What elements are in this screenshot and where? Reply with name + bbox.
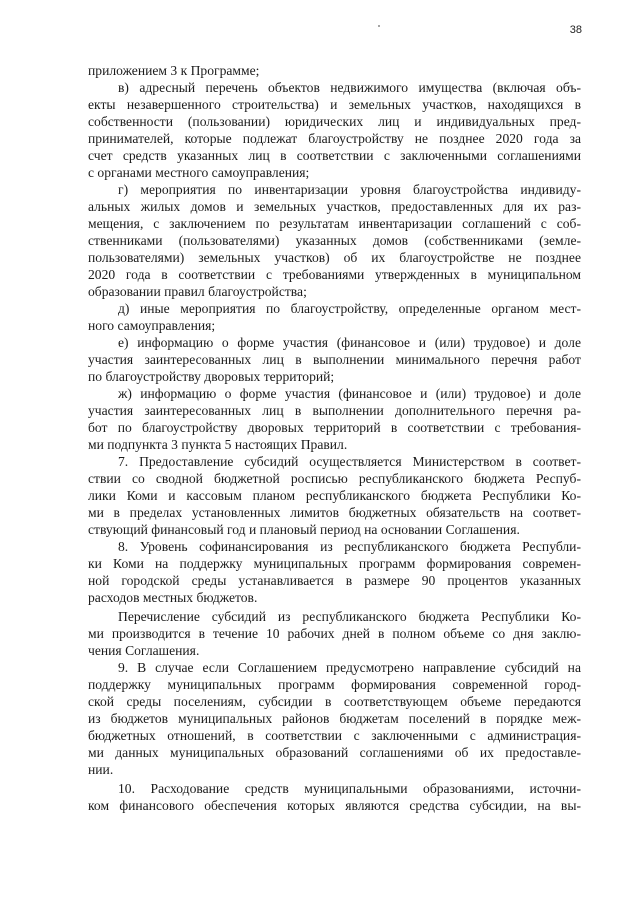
scan-artifact — [378, 25, 380, 27]
text-line: мещения, с заключением по результатам инвентаризации соглашений с соб- — [88, 216, 581, 231]
document-body — [88, 62, 581, 814]
text-line: из бюджетов муниципальных районов бюджетам поселений в порядке меж- — [88, 711, 581, 726]
text-line: в) адресный перечень объектов недвижимого имущества (включая объ- — [118, 80, 581, 95]
text-line: ми производится в течение 10 рабочих дней в полном объеме со дня заклю- — [88, 626, 581, 641]
text-line: ственниками (пользователями) указанных домов (собственниками (земле- — [88, 233, 581, 248]
text-line: нии. — [88, 762, 114, 777]
text-line: бот по благоустройству дворовых территорий в соответствии с требования- — [88, 420, 581, 435]
text-line: образовании правил благоустройства; — [88, 284, 307, 299]
text-line: альных жилых домов и земельных участков, предоставленных для их раз- — [88, 199, 581, 214]
text-line: участия заинтересованных лиц в выполнении дополнительного перечня ра- — [88, 403, 581, 418]
text-line: с органами местного самоуправления; — [88, 165, 310, 180]
text-line: ком финансового обеспечения которых являются средства субсидии, на вы- — [88, 798, 581, 813]
text-line: лики Коми и кассовым планом республиканского бюджета Республики Ко- — [88, 488, 581, 503]
text-line: чения Соглашения. — [88, 643, 200, 658]
text-line: екты незавершенного строительства) и земельных участков, находящихся в — [88, 97, 581, 112]
text-line: участия заинтересованных лиц в выполнении минимального перечня работ — [88, 352, 581, 367]
text-line: 10. Расходование средств муниципальными образованиями, источни- — [118, 781, 581, 796]
text-line: ствующий финансовый год и плановый период на основании Соглашения. — [88, 522, 520, 537]
text-line: 2020 года в соответствии с требованиями утвержденных в муниципальном — [88, 267, 581, 282]
text-line: по благоустройству дворовых территорий; — [88, 369, 335, 384]
text-line: Перечисление субсидий из республиканского бюджета Республики Ко- — [118, 609, 581, 624]
text-line: пользователями) земельных участков) об их благоустройстве не позднее — [88, 250, 581, 265]
text-line: г) мероприятия по инвентаризации уровня благоустройства индивиду- — [118, 182, 581, 197]
text-line: ки Коми на поддержку муниципальных программ формирования современ- — [88, 556, 581, 571]
text-line: поддержку муниципальных программ формирования современной город- — [88, 677, 581, 692]
page-number: 38 — [569, 24, 582, 36]
text-line: д) иные мероприятия по благоустройству, определенные органом мест- — [118, 301, 581, 316]
text-line: счет средств указанных лиц в соответствии с заключенными соглашениями — [88, 148, 581, 163]
text-line: бюджетных отношений, в соответствии с заключенными с администрация- — [88, 728, 581, 743]
text-line: 9. В случае если Соглашением предусмотрено направление субсидий на — [118, 660, 581, 675]
text-line: ми подпункта 3 пункта 5 настоящих Правил. — [88, 437, 348, 452]
text-line: ж) информацию о форме участия (финансовое и (или) трудовое) и доле — [118, 386, 581, 401]
text-line: е) информацию о форме участия (финансовое и (или) трудовое) и доле — [118, 335, 581, 350]
text-line: приложением 3 к Программе; — [88, 63, 260, 78]
text-line: ской среды поселениям, субсидии в соответствующем объеме передаются — [88, 694, 581, 709]
text-line: ствии со сводной бюджетной росписью республиканского бюджета Респуб- — [88, 471, 581, 486]
text-line: собственности (пользовании) юридических лиц и индивидуальных пред- — [88, 114, 581, 129]
text-line: ной городской среды устанавливается в размере 90 процентов указанных — [88, 573, 581, 588]
text-line: принимателей, которые подлежат благоустройству не позднее 2020 года за — [88, 131, 581, 146]
text-line: ми данных муниципальных образований соглашениями об их предоставле- — [88, 745, 581, 760]
text-line: расходов местных бюджетов. — [88, 590, 258, 605]
text-line: ного самоуправления; — [88, 318, 216, 333]
text-line: 8. Уровень софинансирования из республиканского бюджета Республи- — [118, 539, 581, 554]
text-line: 7. Предоставление субсидий осуществляется Министерством в соответ- — [118, 454, 581, 469]
text-line: ми в пределах установленных лимитов бюджетных обязательств на соответ- — [88, 505, 581, 520]
